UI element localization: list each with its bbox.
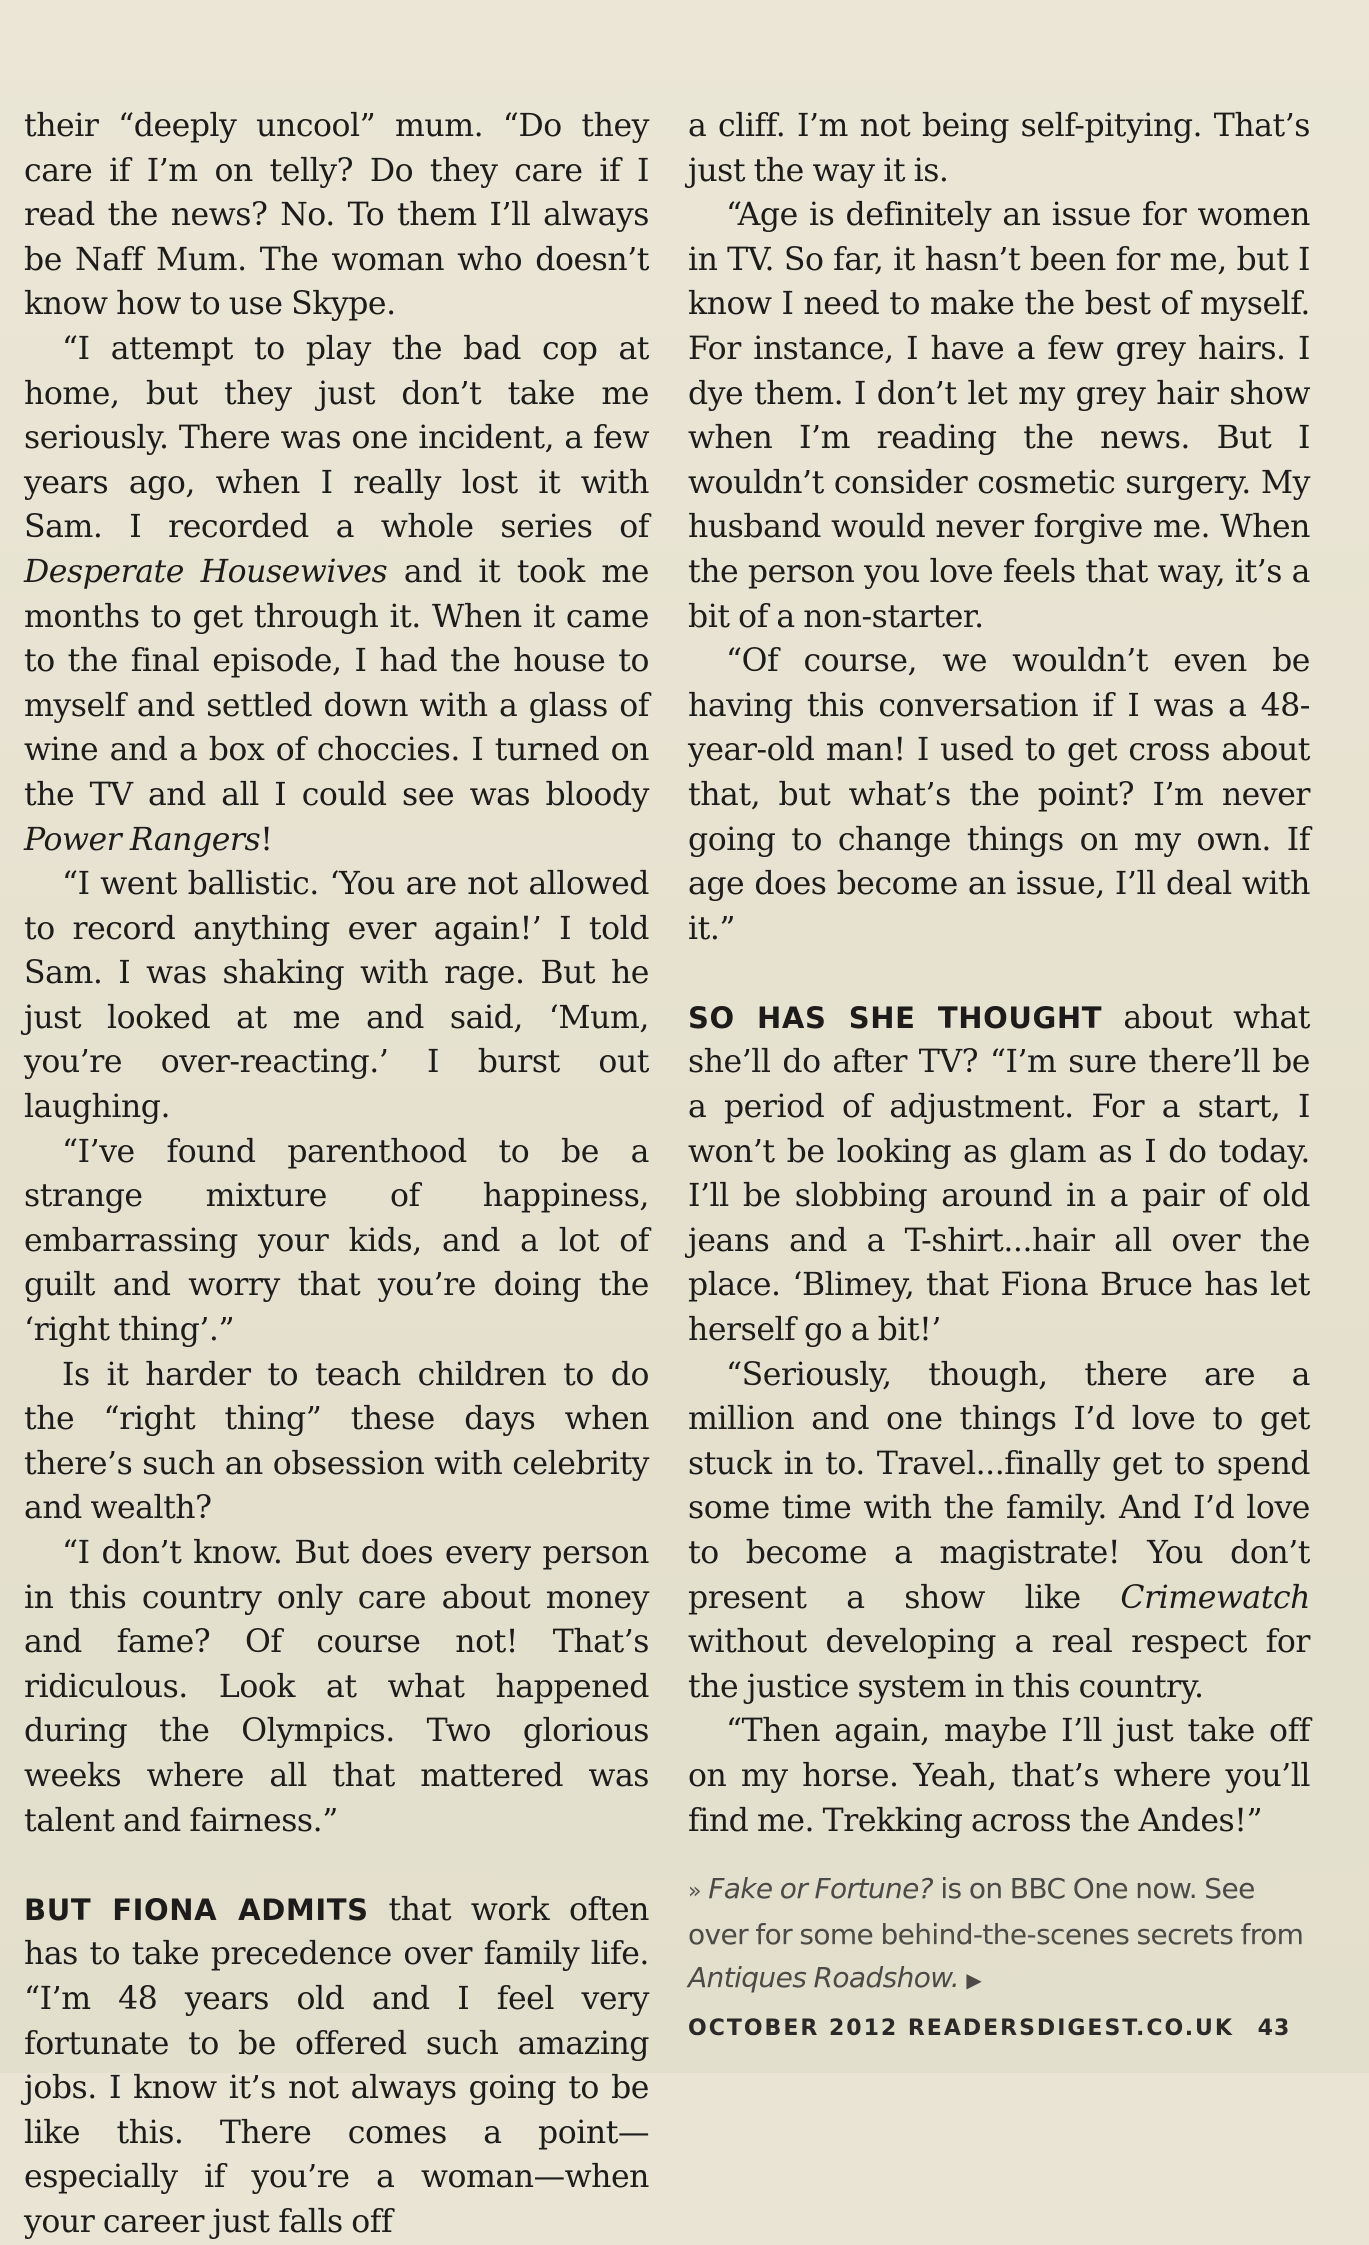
page-footer	[688, 2016, 1308, 2041]
paragraph: “Age is definitely an issue for women in TV. So far, it hasn’t been for me, but I know I need to make the best of myself. For instance, I have a few grey hairs. I dye them. I don’t let my grey hair show when I’m reading the news. But I wouldn’t consider cosmetic surgery. My husband would never forgive me. When the person you love feels that way, it’s a bit of a non-starter.	[688, 197, 1310, 635]
paragraph: “Of course, we wouldn’t even be having this conversation if I was a 48-year-old man! I used to get cross about that, but what’s the point? I’m never going to change things on my own. If age does become an issue, I’ll deal with it.”	[688, 643, 1310, 947]
play-arrow-icon: ▶	[966, 1968, 982, 1993]
paragraph-text: about what she’ll do after TV? “I’m sure there’ll be a period of adjustment. For a start, I won’t be looking as glam as I do today. I’ll be slobbing around in a pair of old jeans and a T-shirt...hair all over the place. ‘Blimey, that Fiona Bruce has let herself go a bit!’	[688, 999, 1311, 1349]
tv-listing-promo	[688, 1867, 1310, 2002]
show-title: Fake or Fortune?	[708, 1872, 934, 1906]
paragraph-text: without developing a real respect for the justice system in this country.	[688, 1624, 1310, 1705]
paragraph: a cliff. I’m not being self-pitying. That’s just the way it is.	[688, 108, 1310, 189]
show-title: Power Rangers	[24, 821, 261, 858]
section-lead-in: BUT FIONA ADMITS	[24, 1892, 369, 1927]
page-number: 43	[1257, 2016, 1291, 2041]
paragraph-text: and it took me months to get through it. When it came to the final episode, I had the house to myself and settled down with a glass of wine and a box of choccies. I turned on the TV and all I could see was bloody	[24, 553, 649, 813]
paragraph: “Then again, maybe I’ll just take off on my horse. Yeah, that’s where you’ll find me. Trekking across the Andes!”	[688, 1713, 1310, 1839]
left-column	[24, 104, 649, 2245]
double-chevron-icon: »	[688, 1879, 701, 1905]
section-lead-in: SO HAS SHE THOUGHT	[688, 1000, 1103, 1035]
section-paragraph	[688, 996, 1310, 1353]
interview-question: Is it harder to teach children to do the “right thing” these days when there’s such an obsession with celebrity and wealth?	[24, 1356, 649, 1527]
paragraph-text: !	[260, 821, 273, 858]
show-title: Desperate Housewives	[24, 553, 388, 590]
paragraph-text: “Seriously, though, there are a million and one things I’d love to get stuck in to. Travel...finally get to spend some time with the family. And I’d love to become a magistrate! You don’t present a show like	[688, 1356, 1310, 1616]
issue-date: OCTOBER 2012	[688, 2016, 899, 2041]
paragraph-text: that work often has to take precedence over family life. “I’m 48 years old and I feel very fortunate to be offered such amazing jobs. I know it’s not always going to be like this. There comes a point—especially if you’re a woman—when your career just falls off	[24, 1891, 649, 2240]
paragraph: their “deeply uncool” mum. “Do they care if I’m on telly? Do they care if I read the news? No. To them I’ll always be Naff Mum. The woman who doesn’t know how to use Skype.	[24, 108, 649, 323]
right-column	[688, 104, 1310, 2002]
section-paragraph	[24, 1888, 649, 2245]
show-title: Crimewatch	[1120, 1579, 1310, 1616]
paragraph-text: “I attempt to play the bad cop at home, but they just don’t take me seriously. There was one incident, a few years ago, when I really lost it with Sam. I recorded a whole series of	[24, 330, 649, 546]
paragraph: “I don’t know. But does every person in this country only care about money and fame? Of course not! That’s ridiculous. Look at what happened during the Olympics. Two glorious weeks where all that mattered was talent and fairness.”	[24, 1535, 649, 1839]
paragraph: “I went ballistic. ‘You are not allowed to record anything ever again!’ I told Sam. I was shaking with rage. But he just looked at me and said, ‘Mum, you’re over-reacting.’ I burst out laughing.	[24, 866, 649, 1126]
promo-text: is on BBC One now. See over for some behind-the-scenes secrets from	[688, 1872, 1304, 1952]
paragraph	[688, 1353, 1310, 1710]
website: READERSDIGEST.CO.UK	[907, 2016, 1234, 2041]
paragraph: “I’ve found parenthood to be a strange mixture of happiness, embarrassing your kids, and a lot of guilt and worry that you’re doing the ‘right thing’.”	[24, 1133, 649, 1349]
paragraph	[24, 327, 649, 862]
show-title: Antiques Roadshow.	[688, 1961, 960, 1995]
